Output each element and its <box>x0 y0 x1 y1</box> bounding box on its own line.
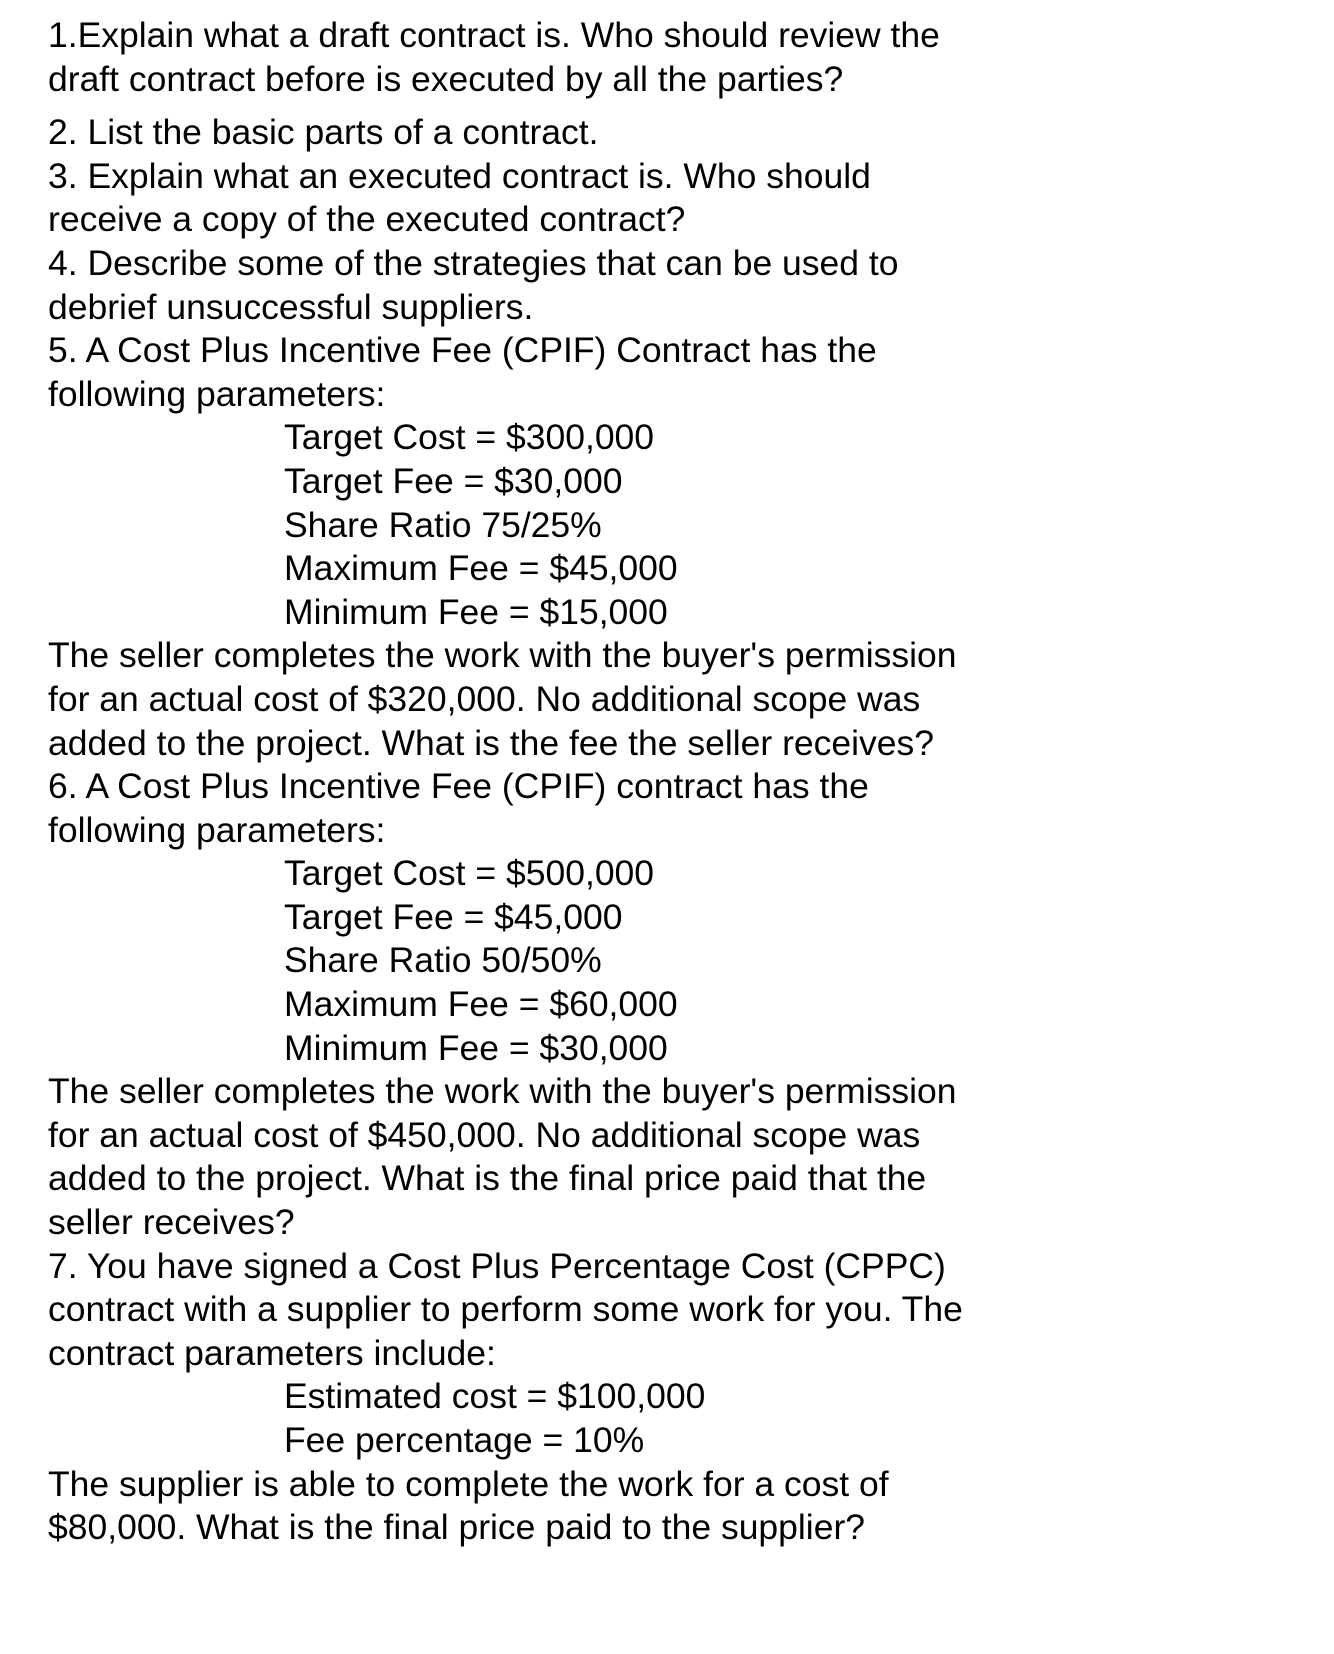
question-5-intro-line-1: 5. A Cost Plus Incentive Fee (CPIF) Contract has the <box>48 330 877 371</box>
question-6-target-fee: Target Fee = $45,000 <box>284 896 623 937</box>
question-5-maximum-fee: Maximum Fee = $45,000 <box>284 548 678 589</box>
question-4-line-1: 4. Describe some of the strategies that can be used to <box>48 242 899 283</box>
question-5-body-line-2: for an actual cost of $320,000. No additional scope was <box>48 678 921 719</box>
question-4-line-2: debrief unsuccessful suppliers. <box>48 286 534 327</box>
question-6-intro-line-1: 6. A Cost Plus Incentive Fee (CPIF) contract has the <box>48 766 869 807</box>
question-7-estimated-cost: Estimated cost = $100,000 <box>284 1376 706 1417</box>
question-4 <box>48 242 1318 329</box>
question-6-minimum-fee: Minimum Fee = $30,000 <box>284 1027 668 1068</box>
question-1 <box>48 14 1318 101</box>
question-6-maximum-fee: Maximum Fee = $60,000 <box>284 984 678 1025</box>
question-7-intro-line-1: 7. You have signed a Cost Plus Percentage Cost (CPPC) <box>48 1245 946 1286</box>
question-5-body-line-3: added to the project. What is the fee the seller receives? <box>48 722 935 763</box>
question-7 <box>48 1245 1318 1550</box>
question-5-target-cost: Target Cost = $300,000 <box>284 417 655 458</box>
question-6-body-line-2: for an actual cost of $450,000. No additional scope was <box>48 1114 921 1155</box>
question-6-body-line-4: seller receives? <box>48 1202 295 1243</box>
question-6-share-ratio: Share Ratio 50/50% <box>284 940 602 981</box>
question-5-intro-line-2: following parameters: <box>48 373 386 414</box>
document-body <box>48 14 1318 1550</box>
question-5-minimum-fee: Minimum Fee = $15,000 <box>284 591 668 632</box>
question-5-body-line-1: The seller completes the work with the buyer's permission <box>48 635 957 676</box>
question-3-line-2: receive a copy of the executed contract? <box>48 199 686 240</box>
question-6-target-cost: Target Cost = $500,000 <box>284 853 655 894</box>
question-1-line-1: 1.Explain what a draft contract is. Who should review the <box>48 15 940 55</box>
question-6-body-line-1: The seller completes the work with the buyer's permission <box>48 1071 957 1112</box>
question-2-line-1: 2. List the basic parts of a contract. <box>48 112 599 153</box>
question-2 <box>48 111 1318 155</box>
question-3 <box>48 155 1318 242</box>
question-7-intro-line-3: contract parameters include: <box>48 1332 496 1373</box>
question-7-parameters <box>48 1375 1318 1462</box>
question-5-share-ratio: Share Ratio 75/25% <box>284 504 602 545</box>
question-6-body-line-3: added to the project. What is the final price paid that the <box>48 1158 927 1199</box>
question-3-line-1: 3. Explain what an executed contract is. Who should <box>48 155 871 196</box>
question-5 <box>48 329 1318 765</box>
question-7-fee-percentage: Fee percentage = 10% <box>284 1420 645 1460</box>
question-7-body-line-1: The supplier is able to complete the work for a cost of <box>48 1463 889 1504</box>
question-6-intro-line-2: following parameters: <box>48 809 386 850</box>
question-6 <box>48 765 1318 1245</box>
question-6-parameters <box>48 852 1318 1070</box>
question-5-target-fee: Target Fee = $30,000 <box>284 460 623 501</box>
question-7-intro-line-2: contract with a supplier to perform some work for you. The <box>48 1289 963 1330</box>
question-1-line-2: draft contract before is executed by all the parties? <box>48 58 844 99</box>
question-5-parameters <box>48 416 1318 634</box>
question-7-body-line-2: $80,000. What is the final price paid to the supplier? <box>48 1507 866 1548</box>
